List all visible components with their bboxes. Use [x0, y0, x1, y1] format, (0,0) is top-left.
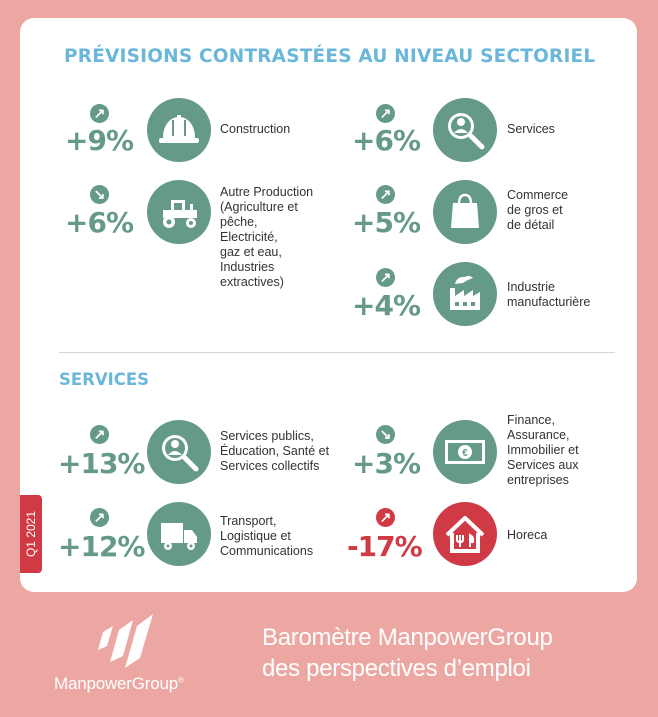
house-cutlery-icon — [433, 502, 497, 566]
transport-value: +12% — [58, 530, 145, 563]
finance-icon-circle — [433, 420, 497, 484]
construction-value: +9% — [65, 124, 133, 157]
services-publics-value: +13% — [58, 447, 145, 480]
services-icon-circle — [433, 98, 497, 162]
quarter-label: Q1 2021 — [24, 510, 38, 558]
autre-production-label: Autre Production (Agriculture et pêche, Electricité, gaz et eau, Industries extractives) — [220, 185, 314, 289]
trend-up-icon: ↗ — [90, 104, 109, 123]
brand-name — [54, 674, 184, 694]
trend-up-icon: ↗ — [376, 268, 395, 287]
quarter-tab — [20, 495, 42, 573]
shopping-bag-icon — [433, 180, 497, 244]
factory-icon — [433, 262, 497, 326]
industrie-icon-circle — [433, 262, 497, 326]
horeca-value: -17% — [347, 530, 422, 563]
trend-up-icon: ↗ — [376, 508, 395, 527]
svg-text:€: € — [462, 448, 468, 459]
euro-banknote-icon — [433, 420, 497, 484]
commerce-label: Commerce de gros et de détail — [507, 188, 569, 232]
services-value: +6% — [352, 124, 420, 157]
transport-label: Transport, Logistique et Communications — [220, 514, 314, 558]
magnifier-person-icon — [433, 98, 497, 162]
construction-icon-circle — [147, 98, 211, 162]
trend-down-icon: ↘ — [90, 185, 109, 204]
trend-up-icon: ↗ — [376, 104, 395, 123]
brand-registered-mark: ® — [178, 675, 184, 685]
services-label: Services — [507, 122, 555, 136]
services-publics-icon-circle — [147, 420, 211, 484]
helmet-icon — [147, 98, 211, 162]
trend-up-icon: ↗ — [90, 425, 109, 444]
construction-label: Construction — [220, 122, 291, 136]
trend-down-icon: ↘ — [376, 425, 395, 444]
horeca-icon-circle — [433, 502, 497, 566]
page-title: PRÉVISIONS CONTRASTÉES AU NIVEAU SECTORIEL — [64, 46, 596, 67]
autre-production-value: +6% — [65, 206, 133, 239]
services-publics-label: Services publics, Éducation, Santé et Services collectifs — [220, 429, 330, 473]
tagline: Baromètre ManpowerGroup des perspectives d’emploi — [262, 624, 553, 682]
tractor-icon — [147, 180, 211, 244]
trend-up-icon: ↗ — [376, 185, 395, 204]
commerce-value: +5% — [352, 206, 420, 239]
magnifier-person-icon — [147, 420, 211, 484]
commerce-icon-circle — [433, 180, 497, 244]
industrie-value: +4% — [352, 289, 420, 322]
trend-up-icon: ↗ — [90, 508, 109, 527]
section-divider — [59, 352, 615, 353]
horeca-label: Horeca — [507, 528, 548, 542]
brand-name-text: ManpowerGroup — [54, 674, 179, 693]
manpowergroup-logo-icon — [95, 612, 167, 670]
truck-icon — [147, 502, 211, 566]
finance-label: Finance, Assurance, Immobilier et Services aux entreprises — [507, 413, 579, 487]
transport-icon-circle — [147, 502, 211, 566]
services-section-title: SERVICES — [59, 370, 150, 389]
finance-value: +3% — [352, 447, 420, 480]
industrie-label: Industrie manufacturière — [507, 280, 591, 309]
autre-production-icon-circle — [147, 180, 211, 244]
